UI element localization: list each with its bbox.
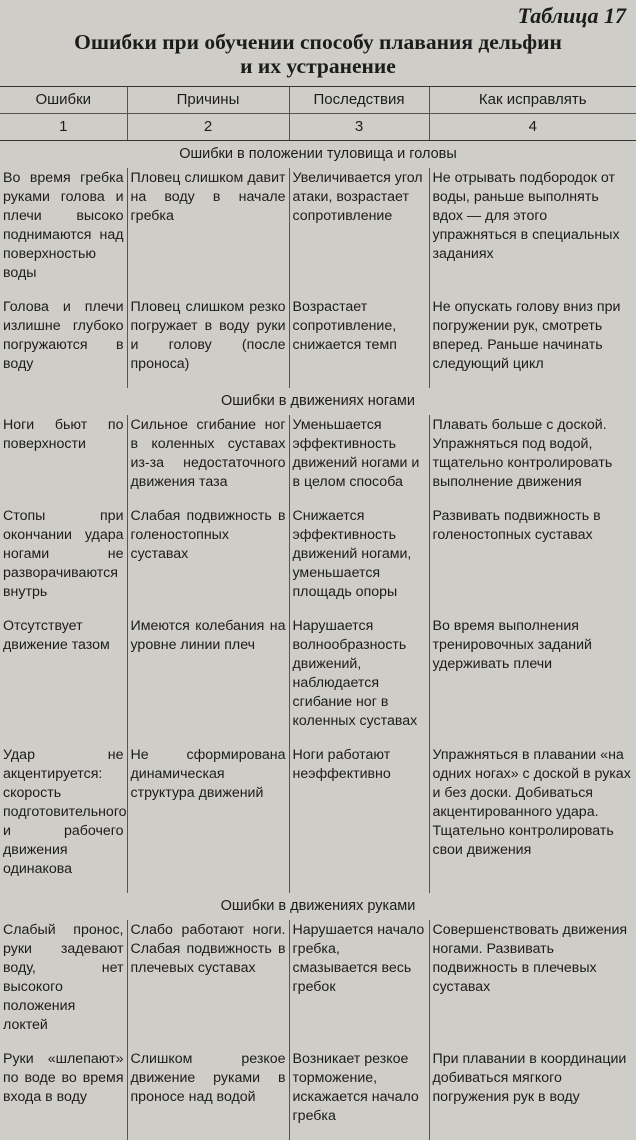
consequence-cell: Возникает резкое торможение, искажается начало гребка — [289, 1049, 429, 1140]
table-row — [0, 297, 636, 388]
section-title: Ошибки в движениях руками — [0, 893, 636, 920]
section-row — [0, 388, 636, 415]
column-header-errors: Ошибки — [0, 87, 127, 114]
cause-cell: Слишком резкое движение руками в проносе над водой — [127, 1049, 289, 1140]
table-label: Таблица 17 — [518, 2, 626, 30]
table-row — [0, 920, 636, 1049]
error-cell: Стопы при окончании удара ногами не разворачиваются внутрь — [0, 506, 127, 616]
cause-cell: Слабо работают ноги. Слабая подвижность в плечевых суставах — [127, 920, 289, 1049]
error-cell: Голова и плечи излишне глубоко погружаются в воду — [0, 297, 127, 388]
cause-cell: Имеются колебания на уровне линии плеч — [127, 616, 289, 745]
error-cell: Отсутствует движение тазом — [0, 616, 127, 745]
cause-cell: Пловец слишком резко погружает в воду руки и голову (после проноса) — [127, 297, 289, 388]
fix-cell: При плавании в координации добиваться мягкого погружения рук в воду — [429, 1049, 636, 1140]
table-row — [0, 506, 636, 616]
column-header-fixes: Как исправлять — [429, 87, 636, 114]
table-body — [0, 141, 636, 1140]
error-cell: Слабый пронос, руки задевают воду, нет высокого положения локтей — [0, 920, 127, 1049]
consequence-cell: Нарушается начало гребка, смазывается весь гребок — [289, 920, 429, 1049]
table-row — [0, 1049, 636, 1140]
section-title: Ошибки в движениях ногами — [0, 388, 636, 415]
cause-cell: Сильное сгибание ног в коленных суставах из-за недостаточного движения таза — [127, 415, 289, 506]
header-row — [0, 87, 636, 114]
header-number-row — [0, 114, 636, 141]
fix-cell: Не отрывать подбородок от воды, раньше выполнять вдох — для этого упражняться в специальных заданиях — [429, 168, 636, 297]
page-title — [0, 30, 636, 78]
column-number: 4 — [429, 114, 636, 141]
fix-cell: Совершенствовать движения ногами. Развивать подвижность в плечевых суставах — [429, 920, 636, 1049]
consequence-cell: Уменьшается эффективность движений ногами и в целом способа — [289, 415, 429, 506]
consequence-cell: Снижается эффективность движений ногами, уменьшается площадь опоры — [289, 506, 429, 616]
error-cell: Ноги бьют по поверхности — [0, 415, 127, 506]
column-number: 2 — [127, 114, 289, 141]
error-cell: Удар не акцентируется: скорость подготовительного и рабочего движения одинакова — [0, 745, 127, 893]
section-row — [0, 893, 636, 920]
consequence-cell: Увеличивается угол атаки, возрастает сопротивление — [289, 168, 429, 297]
errors-table — [0, 86, 636, 1140]
title-line: Ошибки при обучении способу плавания дельфин — [0, 30, 636, 54]
column-header-causes: Причины — [127, 87, 289, 114]
section-row — [0, 141, 636, 169]
error-cell: Во время гребка руками голова и плечи высоко поднимаются над поверхностью воды — [0, 168, 127, 297]
consequence-cell: Ноги работают неэффективно — [289, 745, 429, 893]
section-title: Ошибки в положении туловища и головы — [0, 141, 636, 169]
table-row — [0, 745, 636, 893]
cause-cell: Не сформирована динамическая структура движений — [127, 745, 289, 893]
fix-cell: Не опускать голову вниз при погружении рук, смотреть вперед. Раньше начинать следующий цикл — [429, 297, 636, 388]
consequence-cell: Нарушается волнообразность движений, наблюдается сгибание ног в коленных суставах — [289, 616, 429, 745]
error-cell: Руки «шлепают» по воде во время входа в воду — [0, 1049, 127, 1140]
title-line: и их устранение — [0, 54, 636, 78]
fix-cell: Плавать больше с доской. Упражняться под водой, тщательно контролировать выполнение движения — [429, 415, 636, 506]
consequence-cell: Возрастает сопротивление, снижается темп — [289, 297, 429, 388]
cause-cell: Пловец слишком давит на воду в начале гребка — [127, 168, 289, 297]
table-row — [0, 415, 636, 506]
table-row — [0, 616, 636, 745]
column-number: 1 — [0, 114, 127, 141]
fix-cell: Упражняться в плавании «на одних ногах» с доской в руках и без доски. Добиваться акцентированного удара. Тщательно контролировать свои движения — [429, 745, 636, 893]
column-header-consequences: Последствия — [289, 87, 429, 114]
cause-cell: Слабая подвижность в голеностопных суставах — [127, 506, 289, 616]
column-number: 3 — [289, 114, 429, 141]
fix-cell: Развивать подвижность в голеностопных суставах — [429, 506, 636, 616]
fix-cell: Во время выполнения тренировочных заданий удерживать плечи — [429, 616, 636, 745]
table-row — [0, 168, 636, 297]
